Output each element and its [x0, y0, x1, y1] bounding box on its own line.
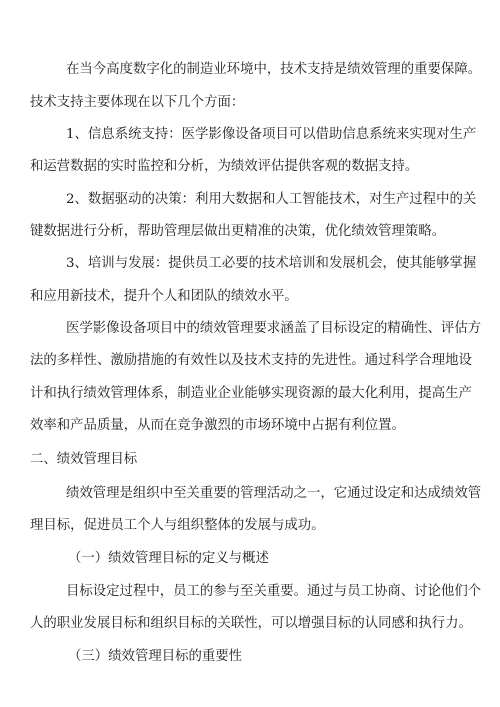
paragraph-line: 人的职业发展目标和组织目标的关联性，可以增强目标的认同感和执行力。 — [30, 616, 472, 631]
paragraph-line: 技术支持主要体现在以下几个方面： — [30, 95, 245, 110]
list-item-line: 2、数据驱动的决策：利用大数据和人工智能技术，对生产过程中的关 — [66, 192, 477, 207]
list-item-line: 1、信息系统支持：医学影像设备项目可以借助信息系统来实现对生产 — [66, 127, 477, 142]
list-item-line: 键数据进行分析，帮助管理层做出更精准的决策，优化绩效管理策略。 — [30, 224, 446, 239]
paragraph-line: 目标设定过程中，员工的参与至关重要。通过与员工协商、讨论他们个 — [66, 584, 482, 599]
paragraph-line: 效率和产品质量，从而在竞争激烈的市场环境中占据有利位置。 — [30, 418, 405, 433]
paragraph-line: 绩效管理是组织中至关重要的管理活动之一，它通过设定和达成绩效管 — [66, 486, 482, 501]
paragraph-line: 法的多样性、激励措施的有效性以及技术支持的先进性。通过科学合理地设 — [30, 353, 472, 368]
list-item-line: 和运营数据的实时监控和分析，为绩效评估提供客观的数据支持。 — [30, 159, 419, 174]
paragraph-line: 计和执行绩效管理体系，制造业企业能够实现资源的最大化利用，提高生产 — [30, 386, 472, 401]
list-item-line: 和应用新技术，提升个人和团队的绩效水平。 — [30, 289, 298, 304]
section-heading: 二、绩效管理目标 — [30, 452, 138, 467]
list-item-line: 3、培训与发展：提供员工必要的技术培训和发展机会，使其能够掌握 — [66, 256, 477, 271]
subsection-heading: （一）绩效管理目标的定义与概述 — [68, 551, 269, 566]
paragraph-line: 医学影像设备项目中的绩效管理要求涵盖了目标设定的精确性、评估方 — [66, 321, 482, 336]
subsection-heading: （三）绩效管理目标的重要性 — [68, 649, 243, 664]
paragraph-line: 在当今高度数字化的制造业环境中，技术支持是绩效管理的重要保障。 — [66, 62, 482, 77]
paragraph-line: 理目标，促进员工个人与组织整体的发展与成功。 — [30, 518, 325, 533]
